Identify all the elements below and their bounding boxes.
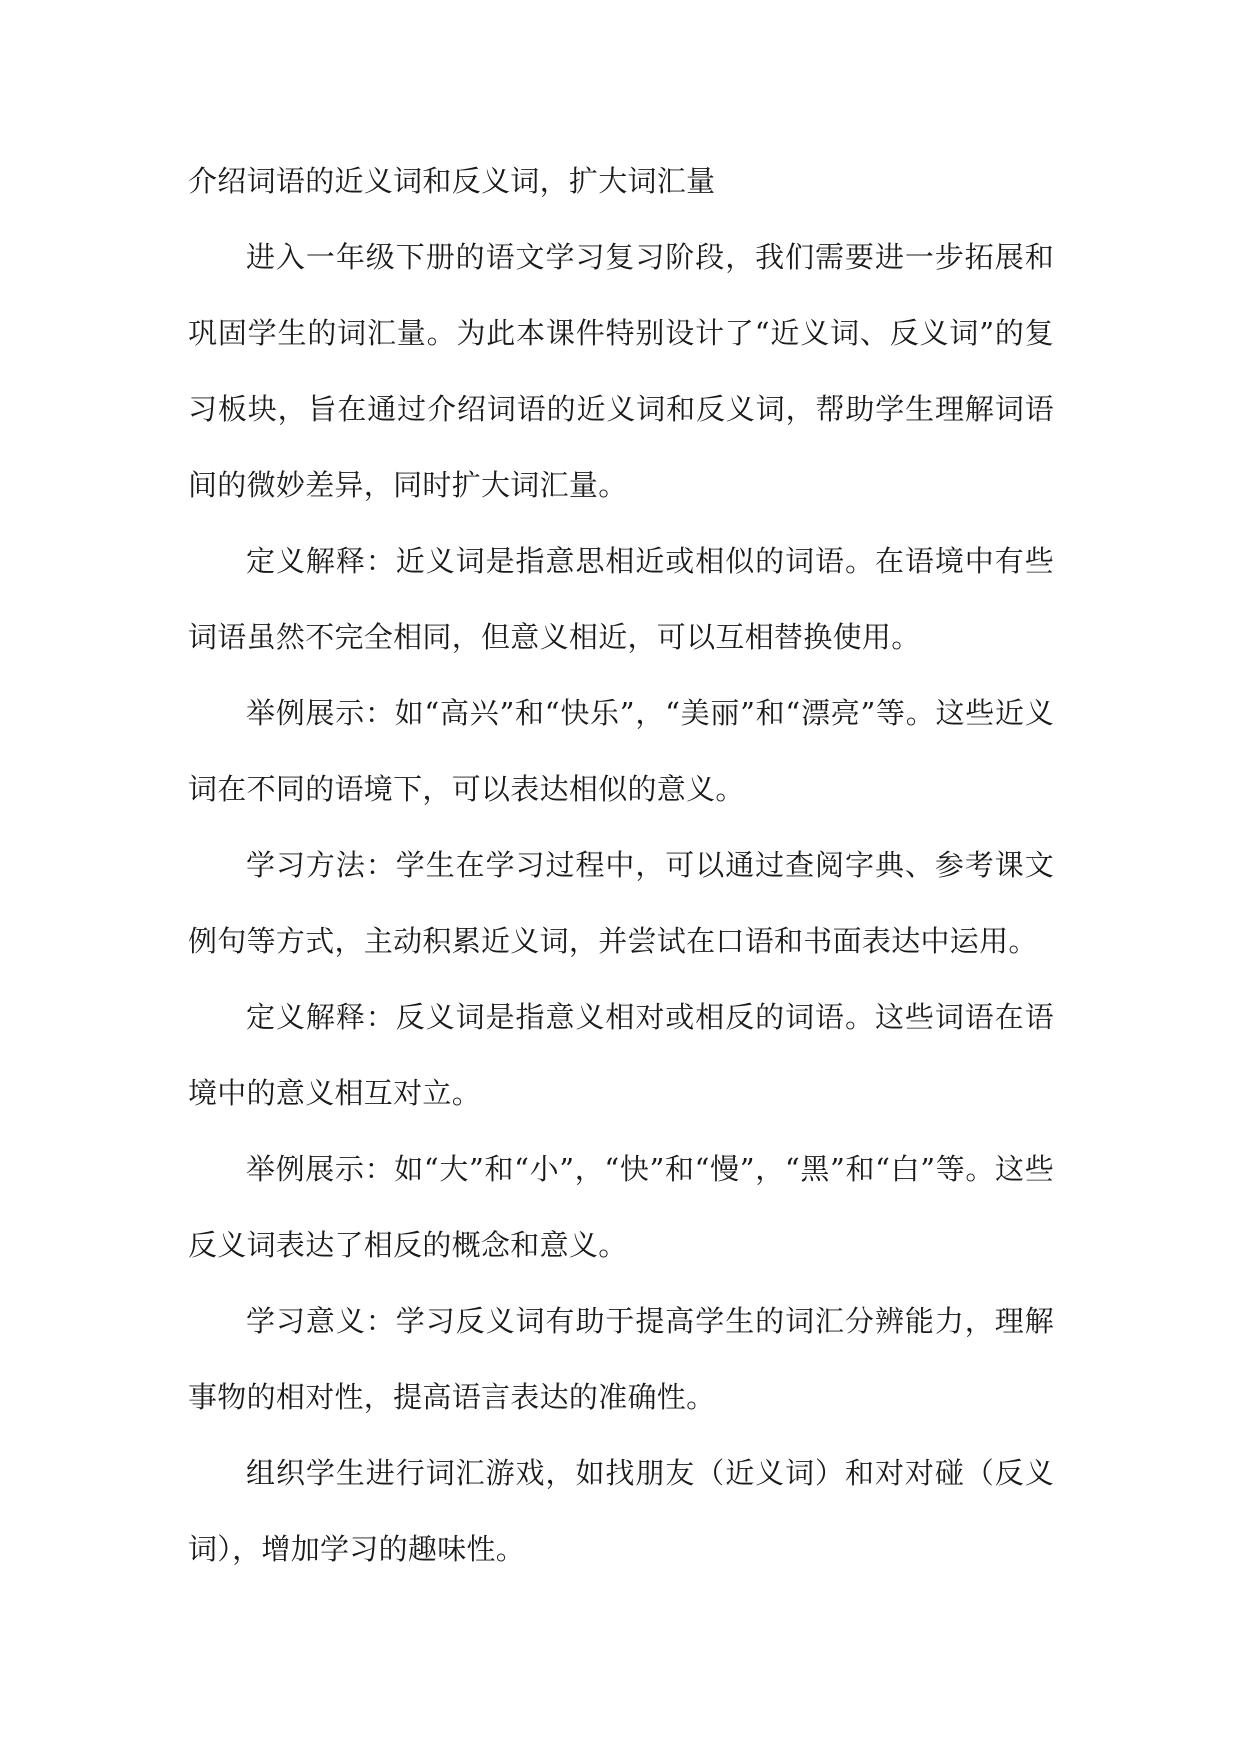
paragraph-antonym-definition: 定义解释：反义词是指意义相对或相反的词语。这些词语在语境中的意义相互对立。	[188, 1000, 1054, 1110]
paragraph-synonym-method: 学习方法：学生在学习过程中，可以通过查阅字典、参考课文例句等方式，主动积累近义词，并尝试在口语和书面表达中运用。	[188, 848, 1054, 958]
document-body	[188, 143, 1054, 1587]
paragraph-synonym-examples: 举例展示：如“高兴”和“快乐”，“美丽”和“漂亮”等。这些近义词在不同的语境下，可以表达相似的意义。	[188, 696, 1054, 806]
section-heading: 介绍词语的近义词和反义词，扩大词汇量	[188, 164, 716, 198]
paragraph-intro: 进入一年级下册的语文学习复习阶段，我们需要进一步拓展和巩固学生的词汇量。为此本课件特别设计了“近义词、反义词”的复习板块，旨在通过介绍词语的近义词和反义词，帮助学生理解词语间的微妙差异，同时扩大词汇量。	[188, 240, 1054, 502]
paragraph-antonym-significance: 学习意义：学习反义词有助于提高学生的词汇分辨能力，理解事物的相对性，提高语言表达的准确性。	[188, 1304, 1054, 1414]
paragraph-vocabulary-game: 组织学生进行词汇游戏，如找朋友（近义词）和对对碰（反义词），增加学习的趣味性。	[188, 1456, 1054, 1566]
paragraph-antonym-examples: 举例展示：如“大”和“小”，“快”和“慢”，“黑”和“白”等。这些反义词表达了相反的概念和意义。	[188, 1152, 1054, 1262]
paragraph-synonym-definition: 定义解释：近义词是指意思相近或相似的词语。在语境中有些词语虽然不完全相同，但意义相近，可以互相替换使用。	[188, 544, 1054, 654]
